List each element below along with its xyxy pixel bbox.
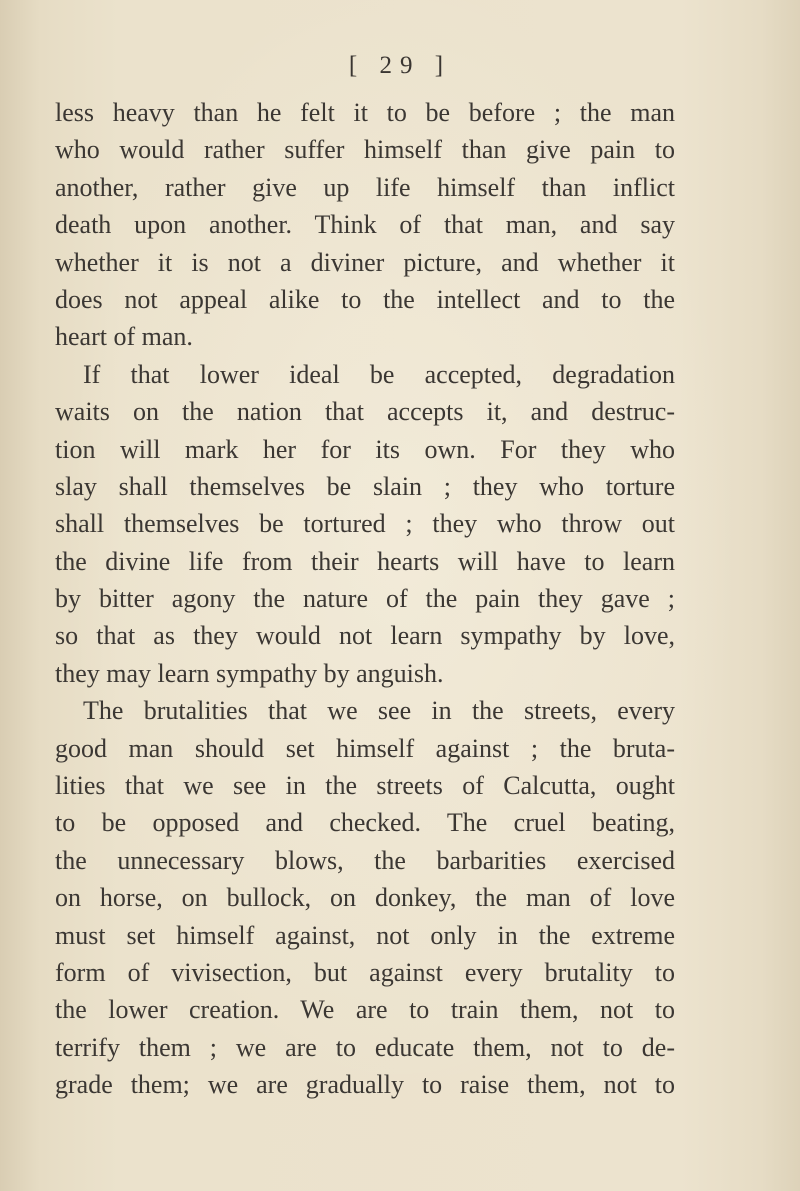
text-line: shall themselves be tortured ; they who throw out — [55, 509, 675, 539]
text-line: who would rather suffer himself than give pain to — [55, 135, 675, 165]
text-line: does not appeal alike to the intellect and to the — [55, 284, 675, 314]
text-line: to be opposed and checked. The cruel beating, — [55, 808, 675, 838]
text-line: on horse, on bullock, on donkey, the man of love — [55, 883, 675, 913]
text-line: tion will mark her for its own. For they who — [55, 434, 675, 464]
text-line: good man should set himself against ; the bruta- — [55, 733, 675, 763]
text-line: slay shall themselves be slain ; they who torture — [55, 471, 675, 501]
text-line: lities that we see in the streets of Calcutta, ought — [55, 771, 675, 801]
text-line: another, rather give up life himself than inflict — [55, 172, 675, 202]
text-line: heart of man. — [55, 322, 193, 352]
body-text — [55, 94, 675, 1104]
text-line: death upon another. Think of that man, and say — [55, 210, 675, 240]
text-line: grade them; we are gradually to raise them, not to — [55, 1070, 675, 1100]
text-line: form of vivisection, but against every brutality to — [55, 957, 675, 987]
text-line: The brutalities that we see in the streets, every — [83, 696, 675, 726]
text-line: they may learn sympathy by anguish. — [55, 658, 444, 688]
text-line: If that lower ideal be accepted, degradation — [83, 359, 675, 389]
text-line: so that as they would not learn sympathy by love, — [55, 621, 675, 651]
text-line: terrify them ; we are to educate them, not to de- — [55, 1032, 675, 1062]
text-line: less heavy than he felt it to be before ; the man — [55, 98, 675, 127]
text-line: waits on the nation that accepts it, and destruc- — [55, 397, 675, 427]
text-line: the lower creation. We are to train them, not to — [55, 995, 675, 1025]
text-line: by bitter agony the nature of the pain they gave ; — [55, 584, 675, 614]
text-line: whether it is not a diviner picture, and whether it — [55, 247, 675, 277]
text-line: must set himself against, not only in the extreme — [55, 920, 675, 950]
page-number: [ 29 ] — [348, 52, 452, 79]
text-line: the unnecessary blows, the barbarities exercised — [55, 845, 675, 875]
text-line: the divine life from their hearts will have to learn — [55, 546, 675, 576]
